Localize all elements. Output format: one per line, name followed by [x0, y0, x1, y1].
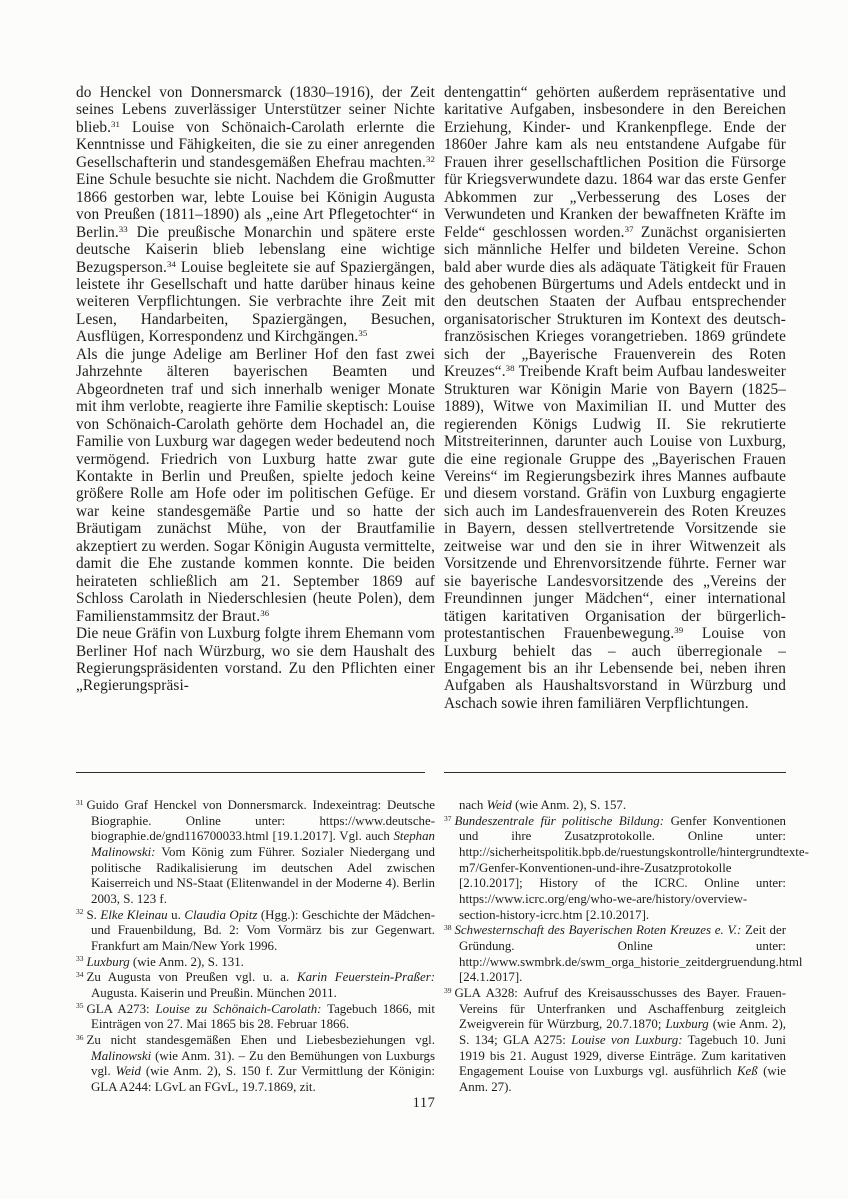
footnote-text: GLA A273: Louise zu Schönaich-Carolath: Tagebuch 1866, mit Einträgen von 27. Mai 1865 bis 28. Februar 1866.	[86, 1001, 435, 1032]
footnote	[76, 1002, 435, 1033]
footnote-number: 38	[444, 923, 452, 933]
footnote	[76, 1033, 435, 1096]
footnote	[444, 986, 786, 1096]
footnote-text: Guido Graf Henckel von Donnersmarck. Indexeintrag: Deutsche Biographie. Online unter: https://www.deutsche-biographie.de/gnd116700033.html [19.1.2017]. Vgl. auch Stephan Malinowski: Vom König zum Führer. Sozialer Niedergang und politische Radikalisierung im deutschen Adel zwischen Kaiserreich und NS-Staat (Elitenwandel in der Moderne 4). Berlin 2003, S. 123 f.	[86, 798, 435, 906]
left-column	[76, 84, 435, 695]
footnote-number: 36	[76, 1032, 84, 1042]
footnote-number: 37	[444, 813, 452, 823]
footnote	[76, 798, 435, 908]
footnote	[444, 923, 803, 986]
footnote-text: Zu Augusta von Preußen vgl. u. a. Karin Feuerstein-Praßer: Augusta. Kaiserin und Preußin. München 2011.	[86, 970, 436, 1000]
paragraph: do Henckel von Donnersmarck (1830–1916), der Zeit seines Lebens zuverlässiger Unterstützer seiner Nichte blieb.$^{31}$ Louise von Schönaich-Carolath erlernte die Kenntnisse und Fähigkeiten, die sie zu einer anregenden Gesellschafterin und standesgemäßen Ehefrau machten.$^{32}$ Eine Schule besuchte sie nicht. Nachdem die Großmutter 1866 gestorben war, lebte Louise bei Königin Augusta von Preußen (1811–1890) als „eine Art Pflegetochter“ in Berlin.$^{33}$ Die preußische Monarchin und spätere erste deutsche Kaiserin blieb lebenslang eine wichtige Bezugsperson.$^{34}$ Louise begleitete sie auf Spaziergängen, leistete ihr Gesellschaft und hatte darüber hinaus keine weiteren Verpflichtungen. Sie verbrachte ihre Zeit mit Lesen, Handarbeiten, Spaziergängen, Besuchen, Ausflügen, Korrespondenz und Kirchgängen.$^{35}$	[76, 84, 435, 346]
paragraph: dentengattin“ gehörten außerdem repräsentative und karitative Aufgaben, insbesondere in den Bereichen Erziehung, Kinder- und Krankenpflege. Ende der 1860er Jahre kam als neu entstandene Aufgabe für Frauen ihrer gesellschaftlichen Position die Fürsorge für Kriegsverwundete dazu. 1864 war das erste Genfer Abkommen zur „Verbesserung des Loses der Verwundeten und Kranken der bewaffneten Kräfte im Felde“ geschlossen worden.$^{37}$ Zunächst organisierten sich männliche Helfer und bildeten Vereine. Schon bald aber wurde dies als adäquate Tätigkeit für Frauen des gehobenen Bürgertums und Adels entdeckt und in den deutschen Staaten der Aufbau entsprechender organisatorischer Strukturen im Kontext des deutsch-französischen Krieges vorangetrieben. 1869 gründete sich der „Bayerische Frauenverein des Roten Kreuzes“.$^{38}$ Treibende Kraft beim Aufbau landesweiter Strukturen war Königin Marie von Bayern (1825–1889), Witwe von Maximilian II. und Mutter des regierenden Königs Ludwig II. Sie rekrutierte Mitstreiterinnen, darunter auch Louise von Luxburg, die eine regionale Gruppe des „Bayerischen Frauen Vereins“ im Regierungsbezirk ihres Mannes aufbaute und diesem vorstand. Gräfin von Luxburg engagierte sich auch im Landesfrauenverein des Roten Kreuzes in Bayern, dessen stellvertretende Vorsitzende sie zeitweise war und den sie in ihrer Witwenzeit als Vorsitzende und Ehrenvorsitzende führte. Ferner war sie bayerische Landesvorsitzende des „Vereins der Freundinnen junger Mädchen“, einer international tätigen karitativen Organisation der bürgerlich-protestantischen Frauenbewegung.$^{39}$ Louise von Luxburg behielt das – auch überregionale – Engagement bis an ihr Lebensende bei, neben ihren Aufgaben als Haushaltsvorstand in Würzburg und Aschach sowie ihren familiären Verpflichtungen.	[444, 84, 786, 712]
footnote-text: Schwesternschaft des Bayerischen Roten Kreuzes e. V.: Zeit der Gründung. Online unter: http://www.swmbrk.de/swm_orga_historie_zeitdergruendung.html [24.1.2017].	[454, 923, 803, 985]
footnote-number: 32	[76, 907, 84, 917]
footnote-number: 33	[76, 954, 84, 964]
footnotes-right	[444, 798, 809, 1095]
footnote	[76, 970, 435, 1001]
footnote	[76, 908, 435, 955]
footnote	[76, 955, 435, 971]
footnote-continuation: nach Weid (wie Anm. 2), S. 157.	[459, 798, 627, 812]
footnote-text: S. Elke Kleinau u. Claudia Opitz (Hgg.): Geschichte der Mädchen- und Frauenbildung, Bd. 2: Vom Vormärz bis zur Gegenwart. Frankfurt am Main/New York 1996.	[86, 907, 435, 953]
footnote-rule-right	[444, 772, 786, 773]
paragraph: Die neue Gräfin von Luxburg folgte ihrem Ehemann vom Berliner Hof nach Würzburg, wo sie dem Haushalt des Regierungspräsidenten vorstand. Zu den Pflichten einer „Regierungspräsi-	[76, 625, 435, 695]
page-number: 117	[412, 1095, 436, 1111]
footnote	[444, 813, 809, 924]
footnote-number: 34	[76, 970, 84, 980]
right-column	[444, 84, 786, 712]
footnote-number: 35	[76, 1001, 84, 1011]
paragraph: Als die junge Adelige am Berliner Hof den fast zwei Jahrzehnte älteren bayerischen Beamten und Abgeordneten traf und sich innerhalb weniger Monate mit ihm verlobte, reagierte ihre Familie skeptisch: Louise von Schönaich-Carolath gehörte dem Hochadel an, die Familie von Luxburg war dagegen weder bedeutend noch vermögend. Friedrich von Luxburg hatte zwar gute Kontakte in Berlin und Preußen, spielte jedoch keine größere Rolle am Hofe oder im politischen Gefüge. Er war keine standesgemäße Partie und so hatte der Bräutigam zunächst Mühe, von der Brautfamilie akzeptiert zu werden. Sogar Königin Augusta vermittelte, damit die Ehe zustande kommen konnte. Die beiden heirateten schließlich am 21. September 1869 auf Schloss Carolath in Niederschlesien (heute Polen), dem Familienstammsitz der Braut.$^{36}$	[76, 345, 435, 625]
footnote-text: Bundeszentrale für politische Bildung: Genfer Konventionen und ihre Zusatzprotokolle. Online unter: http://sicherheitspolitik.bpb.de/ruestungskontrolle/hintergrundtexte-m7/Genfer-Konventionen-und-ihre-Zusatzprotokolle [2.10.2017]; History of the ICRC. Online unter: https://www.icrc.org/eng/who-we-are/history/overview-section-history-icrc.htm [2.10.2017].	[454, 813, 809, 922]
footnote-number: 39	[444, 985, 452, 995]
footnote-text: Zu nicht standesgemäßen Ehen und Liebesbeziehungen vgl. Malinowski (wie Anm. 31). – Zu den Bemühungen von Luxburgs vgl. Weid (wie Anm. 2), S. 150 f. Zur Vermittlung der Königin: GLA A244: LGvL an FGvL, 19.7.1869, zit.	[86, 1032, 435, 1094]
footnote-text: GLA A328: Aufruf des Kreisausschusses des Bayer. Frauen-Vereins für Unterfranken und Aschaffenburg zeitgleich Zweigverein für Würzburg, 20.7.1870; Luxburg (wie Anm. 2), S. 134; GLA A275: Louise von Luxburg: Tagebuch 10. Juni 1919 bis 21. August 1929, diverse Einträge. Zum karitativen Engagement Louise von Luxburgs vgl. ausführlich Keß (wie Anm. 27).	[454, 985, 787, 1094]
footnotes-left	[76, 798, 435, 1095]
footnote-rule-left	[76, 772, 425, 773]
footnote-number: 31	[76, 797, 84, 807]
footnote-text: Luxburg (wie Anm. 2), S. 131.	[86, 954, 244, 969]
